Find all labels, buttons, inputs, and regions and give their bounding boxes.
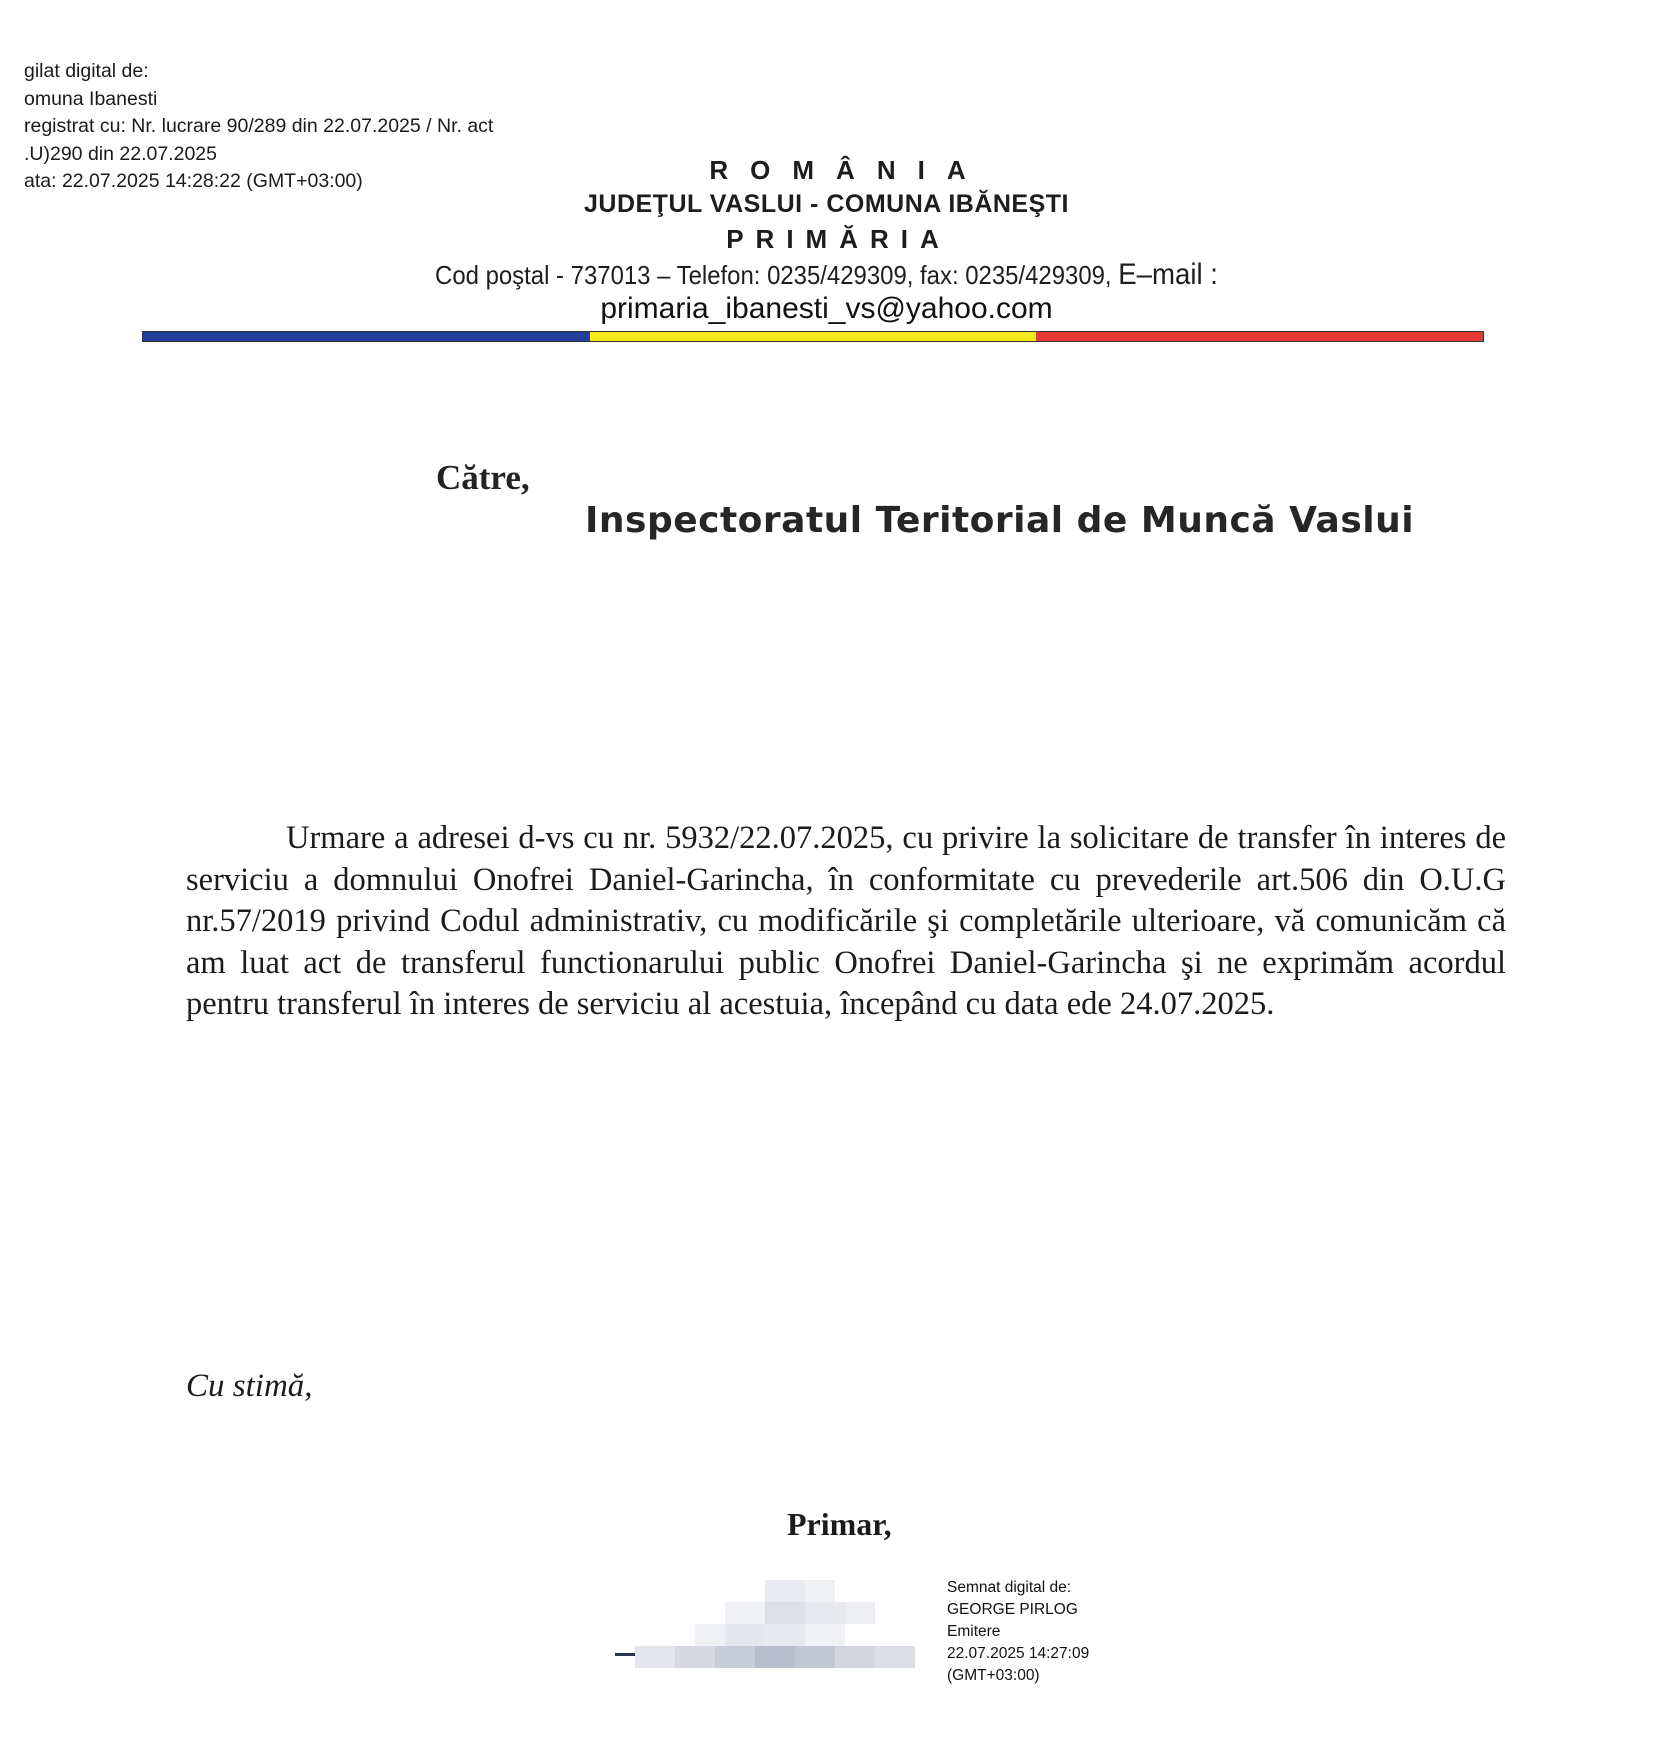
recipient-label: Către, xyxy=(436,458,530,497)
letterhead-email-label: E–mail : xyxy=(1118,258,1218,291)
tricolor-rule xyxy=(142,331,1484,342)
registration-stamp-line: gilat digital de: xyxy=(24,60,149,82)
closing-salutation: Cu stimă, xyxy=(186,1368,313,1404)
registration-stamp-line: ata: 22.07.2025 14:28:22 (GMT+03:00) xyxy=(24,170,363,192)
signature-stamp-line: (GMT+03:00) xyxy=(947,1667,1040,1684)
signature-stamp-line: Emitere xyxy=(947,1623,1001,1640)
recipient-name: Inspectoratul Teritorial de Muncă Vaslui xyxy=(585,500,1415,541)
body-paragraph: Urmare a adresei d-vs cu nr. 5932/22.07.2025, cu privire la solicitare de transfer în interes de serviciu a domnului Onofrei Daniel-Garincha, în conformitate cu prevederile art.506 din O.U.G nr.57/2019 privind Codul administrativ, cu modificările şi completările ulterioare, vă comunicăm că am luat act de transferul functionarului public Onofrei Daniel-Garincha şi ne exprimăm acordul pentru transferul în interes de serviciu al acestuia, începând cu data ede 24.07.2025. xyxy=(186,820,1506,1022)
signature-stamp-line: 22.07.2025 14:27:09 xyxy=(947,1645,1090,1662)
registration-stamp-line: .U)290 din 22.07.2025 xyxy=(24,142,217,165)
signatory-title: Primar, xyxy=(787,1506,892,1542)
tricolor-yellow xyxy=(590,332,1037,341)
redacted-signature xyxy=(615,1580,935,1680)
letterhead-contact xyxy=(66,258,1587,292)
letterhead-country: ROMÂNIA xyxy=(709,155,988,185)
registration-stamp-line: registrat cu: Nr. lucrare 90/289 din 22.07.2025 / Nr. act xyxy=(24,115,494,137)
tricolor-red xyxy=(1036,332,1483,341)
signature-stamp xyxy=(947,1577,1089,1687)
letterhead-county-commune: JUDEŢUL VASLUI - COMUNA IBĂNEŞTI xyxy=(584,190,1069,218)
letterhead-contact-details: Cod poştal - 737013 – Telefon: 0235/429309, fax: 0235/429309, xyxy=(435,260,1112,290)
signature-stamp-line: GEORGE PIRLOG xyxy=(947,1601,1078,1618)
signature-stamp-line: Semnat digital de: xyxy=(947,1579,1072,1596)
letterhead-institution: PRIMĂRIA xyxy=(726,224,951,254)
tricolor-blue xyxy=(143,332,590,341)
letterhead-email: primaria_ibanesti_vs@yahoo.com xyxy=(600,292,1053,325)
registration-stamp-line: omuna Ibanesti xyxy=(24,87,158,110)
